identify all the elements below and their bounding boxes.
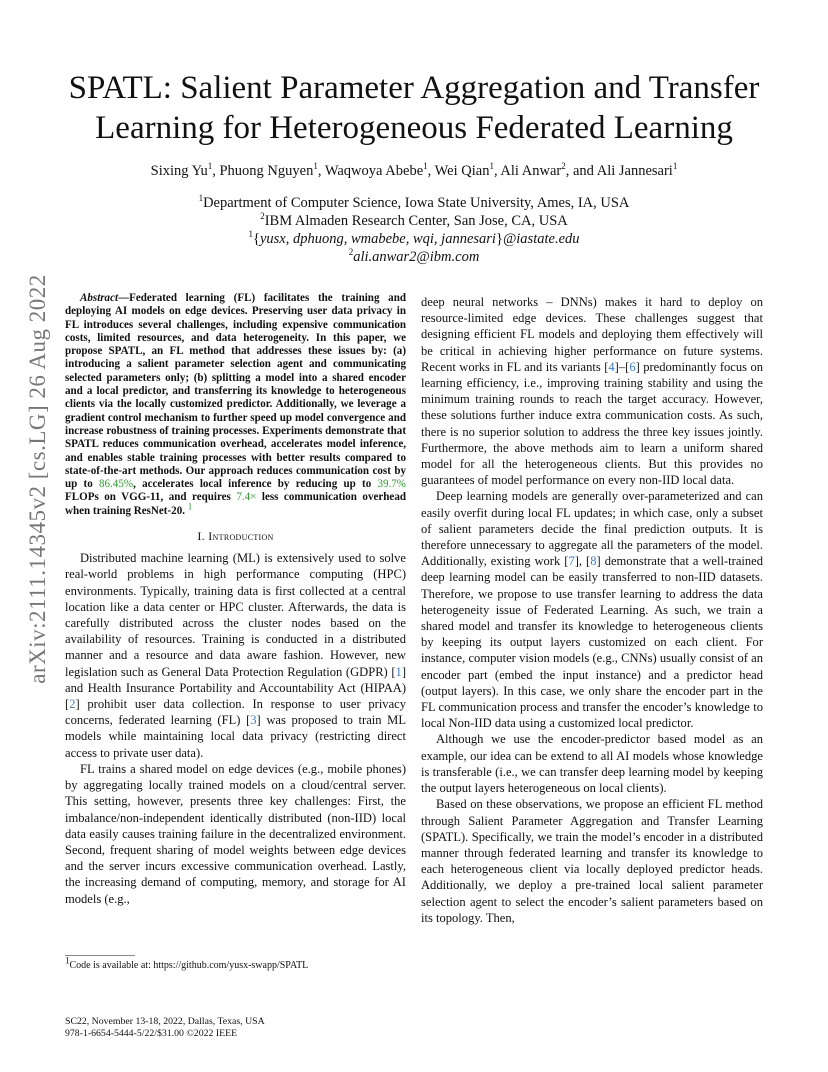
author-affiliation-mark: 1 (207, 161, 213, 172)
citation-link[interactable]: 7 (568, 554, 575, 569)
citation-link[interactable]: 6 (629, 359, 636, 374)
footnote: $^1$Code is available at: https://github.com/yusx-swapp/SPATL (65, 955, 309, 971)
footnote-rule (65, 955, 135, 956)
title-line-1: SPATL: Salient Parameter Aggregation and Transfer (68, 70, 760, 106)
body-paragraph: FL trains a shared model on edge devices (e.g., mobile phones) by aggregating locally trained models on a cloud/central server. This setting, however, presents three key challenges: First, the imbalance/non-independent identically distributed (non-IID) local data easily causes training failure in the decentralized environment. Second, frequent sharing of model weights between edge devices and the server incurs excessive communication overhead. Lastly, the increasing demand of computing, memory, and storage for AI models (e.g., (65, 761, 406, 906)
abstract-value-overhead: 7.4× (236, 491, 257, 504)
author-affiliation-mark: 1 (672, 161, 678, 172)
body-paragraph: Distributed machine learning (ML) is extensively used to solve real-world problems in high performance computing (HPC) environments. Typically, training data is first collected at a central location like a data center or HPC cluster. Afterwards, the data is carefully distributed across the cluster nodes based on the availability of resources. Training is conducted in a distributed manner and a resource and data aware fashion. However, new legislation such as General Data Protection Regulation (GDPR) [1] and Health Insurance Portability and Accountability Act (HIPAA) [2] prohibit user data collection. In response to user privacy concerns, federated learning (FL) [3] was proposed to train ML models while maintaining local data privacy (restricting direct access to private user data). (65, 551, 407, 760)
email-line-2: $^2$ali.anwar2@ibm.com (348, 247, 480, 265)
affiliation-1: $^1$Department of Computer Science, Iowa State University, Ames, IA, USA (198, 193, 630, 211)
author-name: Waqwoya Abebe (324, 163, 424, 179)
paper-title (0, 68, 828, 148)
email-line-1: $^1${yusx, dphuong, wmabebe, wqi, jannesari}@iastate.edu (248, 229, 580, 247)
author-name: Wei Qian (434, 163, 490, 179)
body-paragraph: Based on these observations, we propose an efficient FL method through Salient Parameter Aggregation and Transfer Learning (SPATL). Specifically, we train the model’s encoder in a distributed manner through federated learning and transfer its knowledge to each heterogeneous client via locally deployed predictor heads. Additionally, we deploy a pre-trained local salient parameter selection agent to select the encoder’s salient parameters based on its topology. Then, (421, 797, 763, 925)
left-body (65, 550, 406, 906)
citation-link[interactable]: 1 (395, 664, 402, 679)
author-affiliation-mark: 1 (313, 161, 318, 172)
author-list: Sixing Yu$^1$, Phuong Nguyen$^1$, Waqwoya Abebe$^1$, Wei Qian$^1$, Ali Anwar$^2$, and Ali Jannesari$^1$ (150, 161, 678, 179)
author-name: Ali Jannesari (596, 163, 673, 179)
citation-link[interactable]: 4 (608, 359, 615, 374)
author-affiliation-mark: 1 (489, 161, 494, 172)
body-paragraph: Deep learning models are generally over-parameterized and can easily overfit during local FL updates; in which case, only a subset of salient parameters decide the final prediction outputs. It is therefore unnecessary to aggregate all the parameters of the model. Additionally, existing work [7], [8] demonstrate that a well-trained deep learning model can be easily transferred to non-IID datasets. Therefore, we propose to use transfer learning to address the data heterogeneity issue of Federated Learning. As such, we train a shared model and transfer its knowledge to heterogeneous clients by keeping its output layers customized on each client. For instance, computer vision models (e.g., CNNs) usually consist of an encoder part (embed the input instance) and a predictor head (output layers). In this case, we only share the encoder part in the FL communication process and transfer the encoder’s knowledge to local Non-IID data using a customized local predictor. (421, 489, 763, 731)
right-column (421, 294, 763, 926)
affiliation-2: $^2$IBM Almaden Research Center, San Jose, CA, USA (260, 211, 568, 229)
section-heading: I. Introduction (197, 529, 274, 544)
citation-link[interactable]: 3 (250, 713, 257, 728)
conference-info: SC22, November 13-18, 2022, Dallas, Texas, USA 978-1-6654-5444-5/22/$31.00 ©2022 IEEE (65, 1016, 265, 1039)
citation-link[interactable]: 2 (69, 697, 76, 712)
author-affiliation-mark: 1 (423, 161, 428, 172)
body-paragraph: Although we use the encoder-predictor based model as an example, our idea can be extend to all AI models whose knowledge is transferable (i.e., we can transfer deep learning model by keeping the output layers heterogeneous on local clients). (421, 732, 763, 796)
author-affiliation-mark: 2 (561, 161, 566, 172)
author-name: Phuong Nguyen (219, 163, 314, 179)
author-name: Sixing Yu (150, 163, 208, 179)
author-name: Ali Anwar (500, 163, 562, 179)
abstract-value-comm: 86.45% (99, 478, 134, 491)
body-paragraph: deep neural networks – DNNs) makes it hard to deploy on resource-limited edge devices. These challenges suggest that designing efficient FL models and deploying them effectively will be critical in achieving higher performance on future systems. Recent works in FL and its variants [4]–[6] predominantly focus on learning efficiency, i.e., improving training stability and using the minimum training rounds to reach the target accuracy. However, these solutions further induce extra communication costs. As such, there is no superior solution to address the three key issues jointly. Furthermore, the above methods aim to learn a uniform shared model for all the heterogeneous clients. But this provides no guarantees of model performance on every non-IID local data. (421, 295, 763, 488)
left-column (65, 292, 406, 907)
abstract: Abstract—Federated learning (FL) facilitates the training and deploying AI models on edge devices. Preserving user data privacy in FL introduces several challenges, including expensive communication costs, limited resources, and data heterogeneity. In this paper, we propose SPATL, an FL method that addresses these issues by: (a) introducing a salient parameter selection agent and communicating selected parameters only; (b) splitting a model into a shared encoder and a local predictor, and transferring its knowledge to heterogeneous clients via the locally customized predictor. Additionally, we leverage a gradient control mechanism to further speed up model convergence and increase robustness of training processes. Experiments demonstrate that SPATL reduces communication overhead, accelerates model inference, and enables stable training processes with better results compared to state-of-the-art methods. Our approach reduces communication cost by up to 86.45%, accelerates local inference by reducing up to 39.7% FLOPs on VGG-11, and requires 7.4× less communication overhead when training ResNet-20. $^1$ (65, 292, 407, 517)
abstract-value-flops: 39.7% (377, 478, 407, 491)
footnote-link[interactable]: 1 (187, 501, 193, 512)
citation-link[interactable]: 8 (590, 554, 597, 569)
title-line-2: Learning for Heterogeneous Federated Learning (95, 110, 733, 146)
arxiv-identifier: arXiv:2111.14345v2 [cs.LG] 26 Aug 2022 (25, 273, 50, 684)
right-body (421, 294, 763, 926)
